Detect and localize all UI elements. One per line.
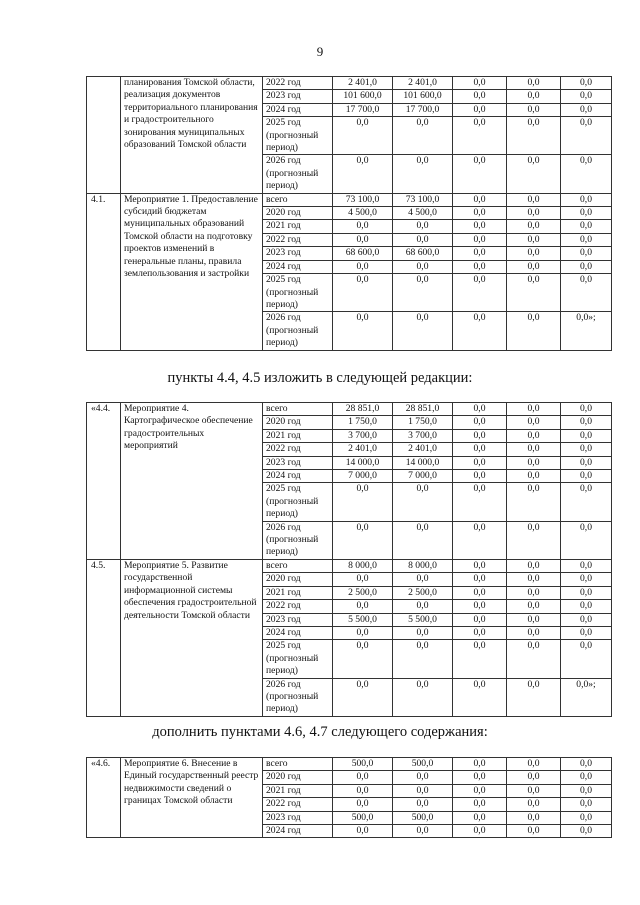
amount-cell: 0,0 [453,90,507,103]
amount-cell: 0,0 [393,573,453,586]
amount-cell: 0,0 [507,758,561,771]
amount-cell: 2 401,0 [393,77,453,90]
amount-cell: 0,0 [507,559,561,572]
amount-cell: 0,0 [561,559,612,572]
period-cell: 2026 год (прогнозный период) [263,521,333,559]
table-row [87,403,612,416]
amount-cell: 0,0 [453,416,507,429]
heading-add-items: дополнить пунктами 4.6, 4.7 следующего содержания: [152,724,488,740]
amount-cell: 0,0 [507,626,561,639]
period-cell: 2024 год [263,103,333,116]
amount-cell: 8 000,0 [333,559,393,572]
amount-cell: 0,0 [507,77,561,90]
amount-cell: 0,0 [453,678,507,716]
period-cell: 2023 год [263,456,333,469]
heading-replace-items: пункты 4.4, 4.5 изложить в следующей редакции: [167,370,473,386]
item-name: Мероприятие 5. Развитие государственной информационной системы обеспечения градостроительной деятельности Томской области [121,559,263,716]
amount-cell: 0,0 [333,626,393,639]
period-cell: всего [263,758,333,771]
amount-cell: 0,0 [333,260,393,273]
amount-cell: 0,0 [393,771,453,784]
period-cell: 2023 год [263,811,333,824]
amount-cell: 0,0 [393,312,453,350]
amount-cell: 0,0 [507,456,561,469]
amount-cell: 0,0 [507,155,561,193]
amount-cell: 0,0 [393,521,453,559]
amount-cell: 0,0 [453,117,507,155]
amount-cell: 0,0 [453,456,507,469]
amount-cell: 0,0 [507,521,561,559]
amount-cell: 0,0 [507,811,561,824]
amount-cell: 0,0 [453,521,507,559]
amount-cell: 0,0 [507,470,561,483]
amount-cell: 0,0 [507,207,561,220]
period-cell: 2024 год [263,825,333,838]
amount-cell: 0,0 [561,429,612,442]
amount-cell: 0,0 [453,220,507,233]
item-number [87,77,121,194]
amount-cell: 0,0 [453,600,507,613]
amount-cell: 1 750,0 [333,416,393,429]
amount-cell: 17 700,0 [333,103,393,116]
amount-cell: 0,0 [561,443,612,456]
period-cell: 2026 год (прогнозный период) [263,155,333,193]
amount-cell: 0,0 [453,784,507,797]
amount-cell: 0,0 [333,771,393,784]
amount-cell: 0,0 [507,600,561,613]
amount-cell: 0,0 [561,825,612,838]
amount-cell: 0,0 [507,825,561,838]
amount-cell: 7 000,0 [393,470,453,483]
period-cell: 2022 год [263,600,333,613]
period-cell: 2020 год [263,416,333,429]
period-cell: 2022 год [263,233,333,246]
amount-cell: 0,0 [561,521,612,559]
amount-cell: 0,0 [507,483,561,521]
table-row [87,758,612,771]
amount-cell: 0,0 [561,103,612,116]
item-number: «4.6. [87,758,121,838]
amount-cell: 0,0 [453,626,507,639]
amount-cell: 0,0 [453,207,507,220]
period-cell: всего [263,193,333,206]
amount-cell: 0,0 [453,811,507,824]
amount-cell: 4 500,0 [393,207,453,220]
budget-table-1 [86,76,612,351]
amount-cell: 0,0 [507,103,561,116]
amount-cell: 0,0 [393,260,453,273]
amount-cell: 0,0 [507,220,561,233]
item-name: Мероприятие 1. Предоставление субсидий бюджетам муниципальных образований Томской области на подготовку проектов изменений в генеральные планы, правила землепользования и застройки [121,193,263,350]
amount-cell: 0,0 [453,260,507,273]
amount-cell: 0,0 [453,312,507,350]
period-cell: 2021 год [263,784,333,797]
amount-cell: 0,0 [393,600,453,613]
amount-cell: 0,0 [333,233,393,246]
period-cell: 2022 год [263,798,333,811]
amount-cell: 2 500,0 [393,586,453,599]
amount-cell: 0,0 [453,233,507,246]
amount-cell: 0,0 [561,90,612,103]
amount-cell: 73 100,0 [393,193,453,206]
amount-cell: 0,0 [393,155,453,193]
amount-cell: 0,0 [561,274,612,312]
amount-cell: 0,0 [507,784,561,797]
amount-cell: 0,0 [561,403,612,416]
amount-cell: 2 401,0 [393,443,453,456]
amount-cell: 5 500,0 [393,613,453,626]
table-row [87,559,612,572]
amount-cell: 0,0 [393,626,453,639]
amount-cell: 0,0 [453,771,507,784]
amount-cell: 0,0 [561,220,612,233]
amount-cell: 0,0 [333,483,393,521]
amount-cell: 0,0 [333,600,393,613]
amount-cell: 0,0 [561,798,612,811]
amount-cell: 0,0 [507,193,561,206]
item-name: Мероприятие 6. Внесение в Единый государственный реестр недвижимости сведений о границах Томской области [121,758,263,838]
amount-cell: 0,0 [561,586,612,599]
amount-cell: 17 700,0 [393,103,453,116]
amount-cell: 0,0»; [561,312,612,350]
budget-table-3 [86,757,612,838]
period-cell: 2023 год [263,613,333,626]
amount-cell: 0,0 [393,117,453,155]
period-cell: 2025 год (прогнозный период) [263,274,333,312]
amount-cell: 0,0 [561,613,612,626]
item-number: «4.4. [87,403,121,560]
amount-cell: 4 500,0 [333,207,393,220]
amount-cell: 0,0 [453,193,507,206]
amount-cell: 0,0 [393,233,453,246]
amount-cell: 3 700,0 [333,429,393,442]
period-cell: всего [263,403,333,416]
amount-cell: 0,0 [453,559,507,572]
amount-cell: 0,0 [561,626,612,639]
amount-cell: 0,0 [393,784,453,797]
period-cell: 2020 год [263,207,333,220]
amount-cell: 0,0 [507,573,561,586]
period-cell: 2020 год [263,771,333,784]
amount-cell: 0,0 [561,155,612,193]
amount-cell: 101 600,0 [393,90,453,103]
amount-cell: 1 750,0 [393,416,453,429]
amount-cell: 0,0 [333,798,393,811]
amount-cell: 0,0 [393,640,453,678]
amount-cell: 0,0 [333,678,393,716]
amount-cell: 0,0 [561,573,612,586]
period-cell: 2021 год [263,220,333,233]
amount-cell: 0,0 [561,640,612,678]
amount-cell: 0,0 [453,247,507,260]
amount-cell: 0,0 [561,771,612,784]
period-cell: 2025 год (прогнозный период) [263,117,333,155]
amount-cell: 0,0 [393,678,453,716]
period-cell: 2022 год [263,77,333,90]
period-cell: 2024 год [263,470,333,483]
amount-cell: 68 600,0 [393,247,453,260]
period-cell: 2022 год [263,443,333,456]
amount-cell: 0,0 [561,77,612,90]
amount-cell: 0,0 [507,90,561,103]
amount-cell: 0,0 [507,429,561,442]
amount-cell: 0,0 [453,429,507,442]
period-cell: 2026 год (прогнозный период) [263,678,333,716]
amount-cell: 0,0 [453,483,507,521]
period-cell: 2021 год [263,586,333,599]
amount-cell: 0,0 [561,600,612,613]
budget-table-2 [86,402,612,717]
table-row [87,77,612,90]
amount-cell: 0,0 [507,117,561,155]
amount-cell: 0,0 [507,260,561,273]
period-cell: всего [263,559,333,572]
amount-cell: 2 401,0 [333,443,393,456]
amount-cell: 28 851,0 [333,403,393,416]
amount-cell: 0,0 [453,155,507,193]
table-row [87,193,612,206]
amount-cell: 3 700,0 [393,429,453,442]
amount-cell: 2 401,0 [333,77,393,90]
amount-cell: 101 600,0 [333,90,393,103]
amount-cell: 0,0 [333,573,393,586]
amount-cell: 0,0 [333,274,393,312]
amount-cell: 0,0 [333,825,393,838]
amount-cell: 0,0 [453,443,507,456]
amount-cell: 2 500,0 [333,586,393,599]
amount-cell: 0,0 [507,403,561,416]
period-cell: 2026 год (прогнозный период) [263,312,333,350]
amount-cell: 0,0 [507,613,561,626]
amount-cell: 0,0 [453,103,507,116]
period-cell: 2021 год [263,429,333,442]
amount-cell: 0,0 [507,247,561,260]
amount-cell: 0,0 [333,155,393,193]
amount-cell: 0,0 [333,117,393,155]
amount-cell: 0,0 [453,77,507,90]
amount-cell: 68 600,0 [333,247,393,260]
period-cell: 2024 год [263,626,333,639]
period-cell: 2024 год [263,260,333,273]
amount-cell: 0,0 [453,640,507,678]
amount-cell: 500,0 [333,758,393,771]
item-name: Мероприятие 4. Картографическое обеспечение градостроительных мероприятий [121,403,263,560]
amount-cell: 0,0 [333,312,393,350]
amount-cell: 0,0 [453,403,507,416]
amount-cell: 0,0 [393,483,453,521]
amount-cell: 0,0 [561,233,612,246]
amount-cell: 0,0 [333,784,393,797]
amount-cell: 14 000,0 [393,456,453,469]
amount-cell: 73 100,0 [333,193,393,206]
amount-cell: 0,0 [507,771,561,784]
amount-cell: 0,0 [453,274,507,312]
item-number: 4.1. [87,193,121,350]
period-cell: 2020 год [263,573,333,586]
amount-cell: 0,0 [453,798,507,811]
amount-cell: 0,0 [453,758,507,771]
amount-cell: 0,0 [561,117,612,155]
amount-cell: 0,0 [561,416,612,429]
amount-cell: 0,0 [561,247,612,260]
amount-cell: 0,0 [561,193,612,206]
amount-cell: 0,0 [393,220,453,233]
amount-cell: 500,0 [333,811,393,824]
period-cell: 2023 год [263,247,333,260]
amount-cell: 0,0»; [561,678,612,716]
amount-cell: 0,0 [453,613,507,626]
period-cell: 2023 год [263,90,333,103]
amount-cell: 28 851,0 [393,403,453,416]
amount-cell: 0,0 [507,312,561,350]
amount-cell: 0,0 [393,274,453,312]
period-cell: 2025 год (прогнозный период) [263,483,333,521]
amount-cell: 0,0 [561,470,612,483]
amount-cell: 0,0 [453,586,507,599]
amount-cell: 0,0 [393,798,453,811]
amount-cell: 0,0 [507,678,561,716]
period-cell: 2025 год (прогнозный период) [263,640,333,678]
amount-cell: 5 500,0 [333,613,393,626]
amount-cell: 0,0 [561,483,612,521]
amount-cell: 500,0 [393,811,453,824]
amount-cell: 0,0 [507,233,561,246]
amount-cell: 0,0 [561,207,612,220]
amount-cell: 0,0 [507,586,561,599]
amount-cell: 500,0 [393,758,453,771]
amount-cell: 0,0 [453,470,507,483]
amount-cell: 0,0 [561,758,612,771]
amount-cell: 0,0 [507,416,561,429]
amount-cell: 0,0 [561,784,612,797]
page-number: 9 [316,44,324,59]
item-number: 4.5. [87,559,121,716]
amount-cell: 0,0 [453,825,507,838]
amount-cell: 0,0 [333,640,393,678]
amount-cell: 0,0 [507,443,561,456]
amount-cell: 0,0 [333,521,393,559]
amount-cell: 0,0 [507,798,561,811]
amount-cell: 0,0 [561,260,612,273]
amount-cell: 0,0 [393,825,453,838]
amount-cell: 0,0 [453,573,507,586]
item-name: планирования Томской области, реализация документов территориального планирования и градостроительного зонирования муниципальных образований Томской области [121,77,263,194]
amount-cell: 8 000,0 [393,559,453,572]
amount-cell: 0,0 [333,220,393,233]
amount-cell: 7 000,0 [333,470,393,483]
amount-cell: 0,0 [507,274,561,312]
amount-cell: 0,0 [507,640,561,678]
amount-cell: 0,0 [561,456,612,469]
amount-cell: 14 000,0 [333,456,393,469]
amount-cell: 0,0 [561,811,612,824]
